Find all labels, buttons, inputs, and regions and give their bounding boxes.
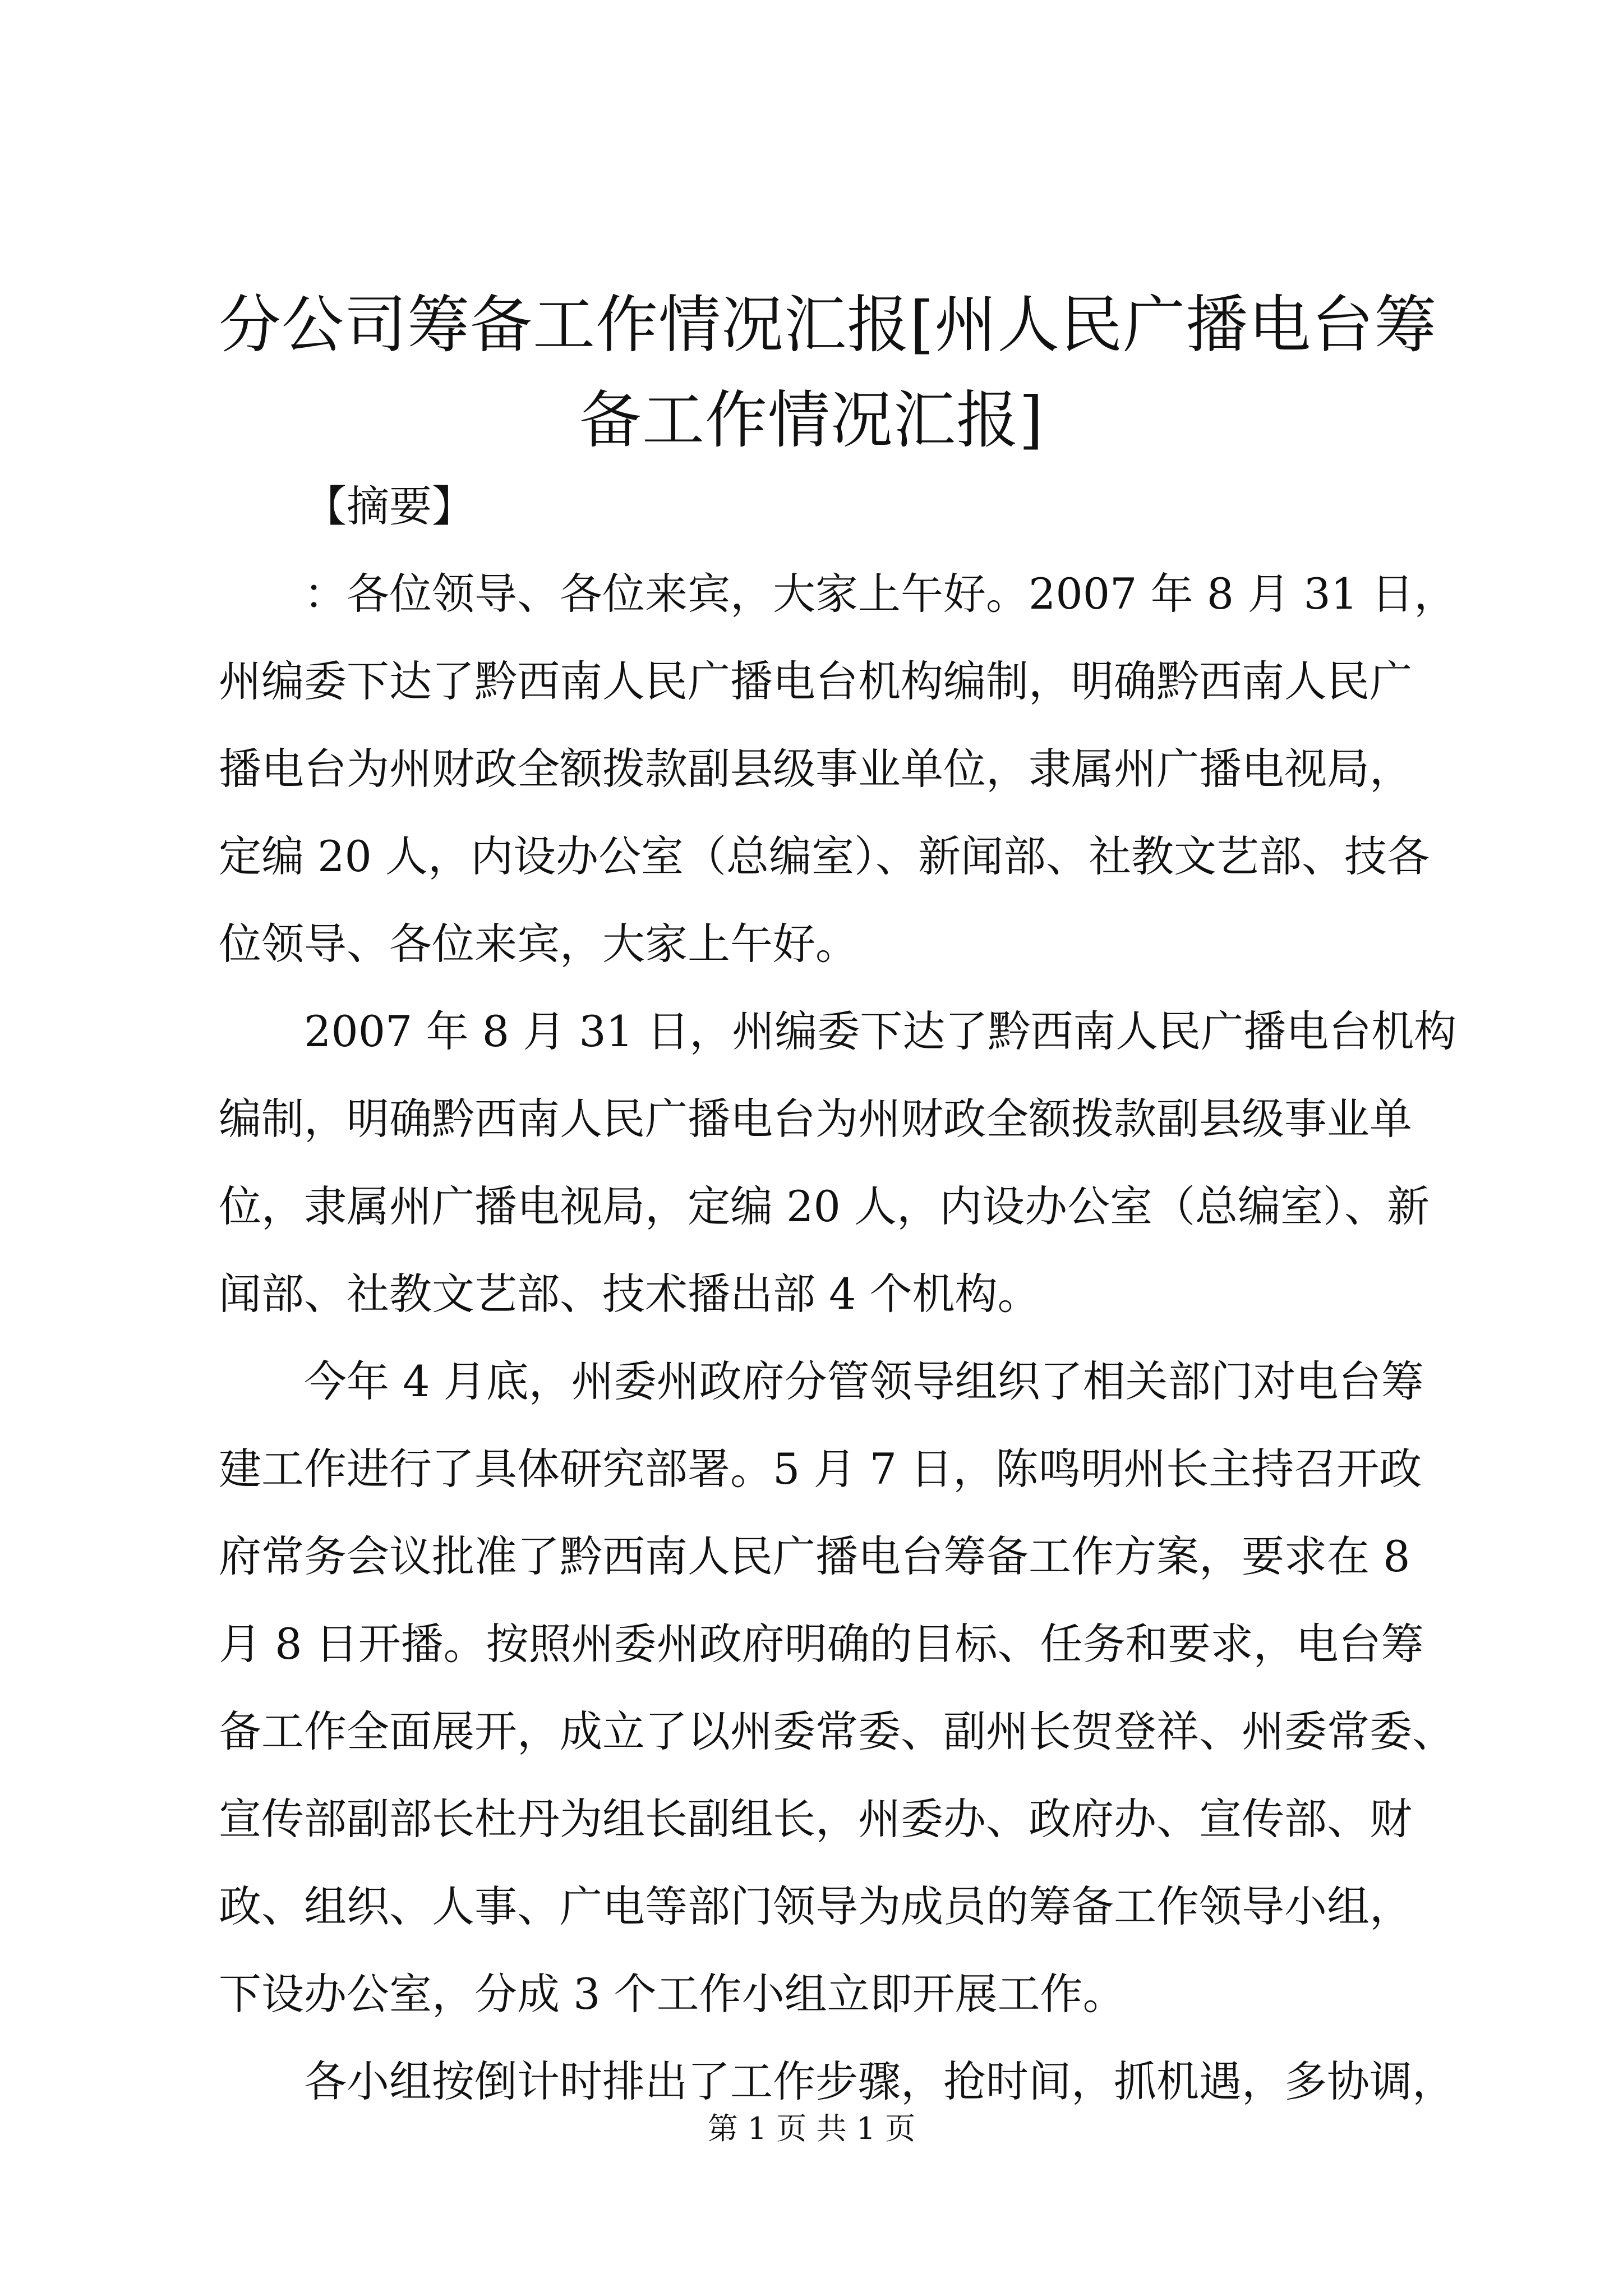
text-line: 定编 20 人，内设办公室（总编室）、新闻部、社教文艺部、技各 xyxy=(219,831,1430,881)
text-line: 位领导、各位来宾，大家上午好。 xyxy=(219,919,858,969)
document-title xyxy=(219,278,1437,468)
text-line: 今年 4 月底，州委州政府分管领导组织了相关部门对电台筹 xyxy=(304,1356,1424,1406)
text-line: 宣传部副部长杜丹为组长副组长，州委办、政府办、宣传部、财 xyxy=(219,1794,1412,1844)
text-line: 位，隶属州广播电视局，定编 20 人，内设办公室（总编室）、新 xyxy=(219,1181,1430,1231)
text-line: 闻部、社教文艺部、技术播出部 4 个机构。 xyxy=(219,1269,1040,1319)
text-line: ：各位领导、各位来宾，大家上午好。2007 年 8 月 31 日， xyxy=(304,569,1457,619)
paragraph xyxy=(219,988,1457,1338)
text-line: 建工作进行了具体研究部署。5 月 7 日，陈鸣明州长主持召开政 xyxy=(219,1444,1422,1494)
text-line: 编制，明确黔西南人民广播电台为州财政全额拨款副县级事业单 xyxy=(219,1094,1412,1144)
text-line: 府常务会议批准了黔西南人民广播电台筹备工作方案，要求在 8 xyxy=(219,1531,1410,1581)
text-line: 备工作全面展开，成立了以州委常委、副州长贺登祥、州委常委、 xyxy=(219,1706,1455,1756)
abstract-heading xyxy=(219,463,1404,550)
title-line: 分公司筹备工作情况汇报[州人民广播电台筹 xyxy=(219,289,1437,361)
text-line: 政、组织、人事、广电等部门领导为成员的筹备工作领导小组， xyxy=(219,1881,1412,1931)
title-line: 备工作情况汇报] xyxy=(579,384,1044,457)
document-body xyxy=(219,463,1457,2125)
page-footer: 第 1 页 共 1 页 xyxy=(707,2111,916,2146)
text-line: 【摘要】 xyxy=(304,481,474,531)
text-line: 各小组按倒计时排出了工作步骤，抢时间，抓机遇，多协调， xyxy=(304,2056,1455,2106)
paragraph xyxy=(219,550,1457,988)
text-line: 2007 年 8 月 31 日，州编委下达了黔西南人民广播电台机构 xyxy=(304,1006,1457,1056)
paragraph xyxy=(219,1338,1455,2038)
text-line: 州编委下达了黔西南人民广播电台机构编制，明确黔西南人民广 xyxy=(219,656,1412,706)
text-line: 月 8 日开播。按照州委州政府明确的目标、任务和要求，电台筹 xyxy=(219,1619,1424,1669)
text-line: 下设办公室，分成 3 个工作小组立即开展工作。 xyxy=(219,1969,1126,2019)
text-line: 播电台为州财政全额拨款副县级事业单位，隶属州广播电视局， xyxy=(219,744,1412,794)
